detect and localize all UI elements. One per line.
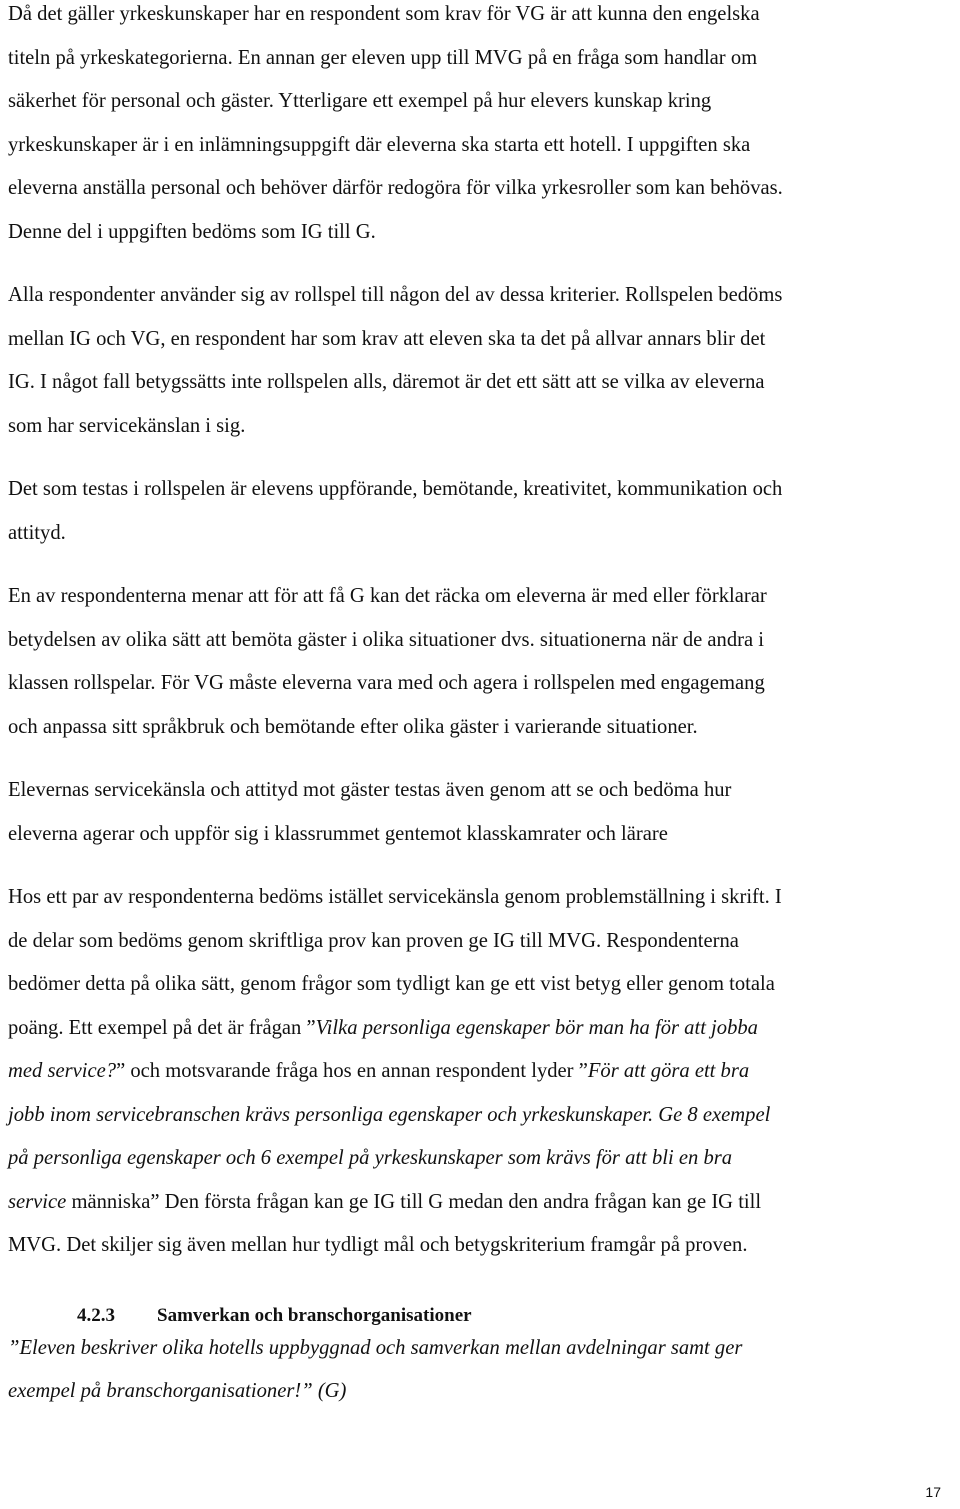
page-number: 17 (925, 1484, 941, 1500)
quoted-question: För att göra ett bra (587, 1060, 750, 1082)
paragraph-6 (8, 876, 956, 1268)
quoted-question: jobb inom servicebranschen krävs personliga egenskaper och yrkeskunskaper. Ge 8 exempel (8, 1103, 771, 1126)
text-line: Alla respondenter använder sig av rollspel till någon del av dessa kriterier. Rollspelen bedöms (8, 284, 783, 306)
text-line (8, 1137, 956, 1181)
section-title: Samverkan och branschorganisationer (157, 1304, 472, 1326)
section-quote (8, 1326, 956, 1413)
text-line: och anpassa sitt språkbruk och bemötande efter olika gäster i varierande situationer. (8, 715, 698, 738)
text-line: Det som testas i rollspelen är elevens uppförande, bemötande, kreativitet, kommunikation och (8, 478, 783, 500)
quoted-question: service (8, 1190, 67, 1213)
text-line: eleverna anställa personal och behöver därför redogöra för vilka yrkesroller som kan behövas. (8, 177, 783, 199)
text-segment: poäng. Ett exempel på det är frågan ” (8, 1016, 316, 1039)
paragraph-2 (8, 274, 956, 448)
quoted-question: på personliga egenskaper och 6 exempel på yrkeskunskaper som krävs för att bli en bra (8, 1147, 733, 1169)
text-line: yrkeskunskaper är i en inlämningsuppgift där eleverna ska starta ett hotell. I uppgiften ska (8, 133, 751, 156)
quoted-question: Vilka personliga egenskaper bör man ha för att jobba (315, 1016, 758, 1039)
text-line: klassen rollspelar. För VG måste eleverna vara med och agera i rollspelen med engagemang (8, 672, 765, 694)
quote-line: exempel på branschorganisationer!” (G) (8, 1380, 347, 1402)
text-line: Elevernas servicekänsla och attityd mot gäster testas även genom att se och bedöma hur (8, 779, 732, 801)
paragraph-3 (8, 468, 956, 555)
text-line: betydelsen av olika sätt att bemöta gäster i olika situationer dvs. situationerna när de andra i (8, 628, 765, 651)
text-line (8, 1050, 956, 1094)
paragraph-4 (8, 575, 956, 749)
text-line: Hos ett par av respondenterna bedöms istället servicekänsla genom problemställning i skrift. I (8, 886, 782, 908)
text-line (8, 1181, 956, 1225)
text-line: som har servicekänslan i sig. (8, 414, 246, 437)
text-line: eleverna agerar och uppför sig i klassrummet gentemot klasskamrater och lärare (8, 822, 668, 845)
section-number: 4.2.3 (77, 1304, 115, 1326)
text-line: attityd. (8, 521, 66, 544)
text-line: mellan IG och VG, en respondent har som krav att eleven ska ta det på allvar annars blir det (8, 327, 766, 350)
quoted-question: med service? (8, 1060, 117, 1082)
text-segment: ” och motsvarande fråga hos en annan respondent lyder ” (116, 1060, 588, 1082)
section-heading (8, 1304, 956, 1328)
text-line: Då det gäller yrkeskunskaper har en respondent som krav för VG är att kunna den engelska (8, 3, 760, 25)
text-line (8, 1007, 956, 1051)
paragraph-1 (8, 0, 956, 254)
text-line: de delar som bedöms genom skriftliga prov kan proven ge IG till MVG. Respondenterna (8, 929, 739, 952)
text-line (8, 1094, 956, 1138)
text-line: MVG. Det skiljer sig även mellan hur tydligt mål och betygskriterium framgår på proven. (8, 1234, 748, 1256)
text-line: Denne del i uppgiften bedöms som IG till G. (8, 220, 376, 243)
text-line: En av respondenterna menar att för att få G kan det räcka om eleverna är med eller förklarar (8, 585, 767, 607)
document-page (8, 0, 956, 1413)
text-line: säkerhet för personal och gäster. Ytterligare ett exempel på hur elevers kunskap kring (8, 90, 712, 112)
text-segment: människa” Den första frågan kan ge IG till G medan den andra frågan kan ge IG till (66, 1190, 762, 1213)
text-line: bedömer detta på olika sätt, genom frågor som tydligt kan ge ett vist betyg eller genom totala (8, 973, 775, 995)
paragraph-5 (8, 769, 956, 856)
text-line: titeln på yrkeskategorierna. En annan ger eleven upp till MVG på en fråga som handlar om (8, 46, 758, 69)
text-line: IG. I något fall betygssätts inte rollspelen alls, däremot är det ett sätt att se vilka av eleverna (8, 371, 765, 393)
quote-line: ”Eleven beskriver olika hotells uppbyggnad och samverkan mellan avdelningar samt ger (8, 1336, 743, 1359)
